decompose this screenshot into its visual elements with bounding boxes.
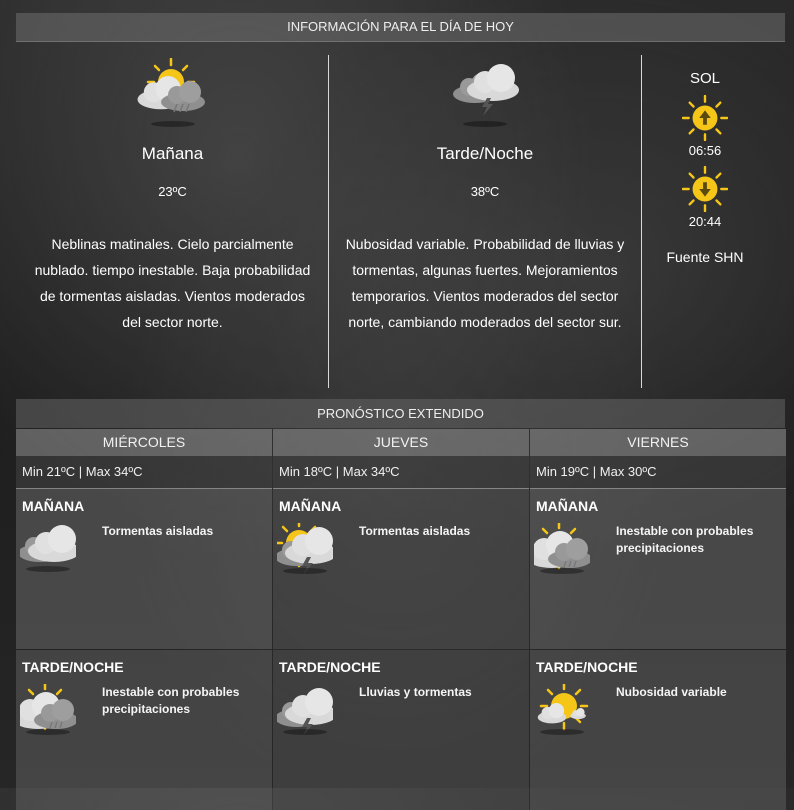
day-name: VIERNES (530, 429, 786, 456)
today-morning-panel (30, 58, 315, 335)
today-evening-panel (340, 58, 630, 335)
today-evening-desc: Nubosidad variable. Probabilidad de lluvias y tormentas, algunas fuertes. Mejoramientos temporarios. Vientos moderados del sector norte, cambiando moderados del sector sur. (345, 236, 625, 330)
today-morning-temp: 23ºC (158, 184, 187, 199)
sunset-time: 20:44 (688, 214, 722, 229)
partly-cloudy-storm-icon (133, 58, 213, 130)
slot-title: MAÑANA (536, 498, 599, 514)
slot-desc: Lluvias y tormentas (359, 685, 472, 699)
today-morning-desc: Neblinas matinales. Cielo parcialmente nublado. tiempo inestable. Baja probabilidad de tormentas aisladas. Vientos moderados del sector norte. (34, 236, 311, 330)
sun-source: Fuente SHN (666, 249, 744, 265)
day-morning-slot (273, 489, 529, 649)
day-column-thursday (273, 429, 529, 779)
sun-cloud-rain-icon (534, 523, 590, 575)
day-evening-slot (273, 650, 529, 810)
cloud-storm-icon (277, 684, 333, 736)
day-name: MIÉRCOLES (16, 429, 272, 456)
slot-desc: Tormentas aisladas (102, 524, 214, 538)
sun-small-cloud-icon (534, 684, 590, 736)
day-evening-slot (16, 650, 272, 810)
column-divider (641, 55, 642, 388)
sun-cloud-storm-icon (277, 523, 333, 575)
day-column-wednesday (16, 429, 272, 779)
day-evening-slot (530, 650, 786, 810)
today-evening-title: Tarde/Noche (436, 144, 534, 163)
slot-title: MAÑANA (22, 498, 85, 514)
sunrise-time: 06:56 (688, 143, 722, 158)
day-minmax: Min 18ºC | Max 34ºC (273, 456, 529, 489)
day-name: JUEVES (273, 429, 529, 456)
extended-header: PRONÓSTICO EXTENDIDO (16, 399, 785, 428)
slot-title: MAÑANA (279, 498, 342, 514)
today-morning-title: Mañana (141, 144, 204, 163)
sun-cloud-rain-icon (20, 684, 76, 736)
cloud-storm-icon (445, 58, 525, 130)
day-morning-slot (16, 489, 272, 649)
slot-title: TARDE/NOCHE (22, 659, 124, 675)
sunset-icon (682, 166, 728, 212)
day-minmax: Min 21ºC | Max 34ºC (16, 456, 272, 489)
sunrise-icon (682, 95, 728, 141)
slot-desc: Tormentas aisladas (359, 524, 471, 538)
day-minmax: Min 19ºC | Max 30ºC (530, 456, 786, 489)
slot-title: TARDE/NOCHE (536, 659, 638, 675)
day-column-friday (530, 429, 786, 779)
partly-cloudy-icon (20, 523, 76, 575)
slot-desc: Inestable con probables precipitaciones (102, 685, 240, 716)
slot-desc: Inestable con probables precipitaciones (616, 524, 754, 555)
slot-title: TARDE/NOCHE (279, 659, 381, 675)
today-header: INFORMACIÓN PARA EL DÍA DE HOY (16, 13, 785, 42)
sun-panel (650, 58, 760, 265)
slot-desc: Nubosidad variable (616, 685, 727, 699)
column-divider (328, 55, 329, 388)
extended-forecast (16, 399, 785, 779)
today-evening-temp: 38ºC (470, 184, 500, 199)
sun-title: SOL (689, 70, 720, 87)
day-morning-slot (530, 489, 786, 649)
